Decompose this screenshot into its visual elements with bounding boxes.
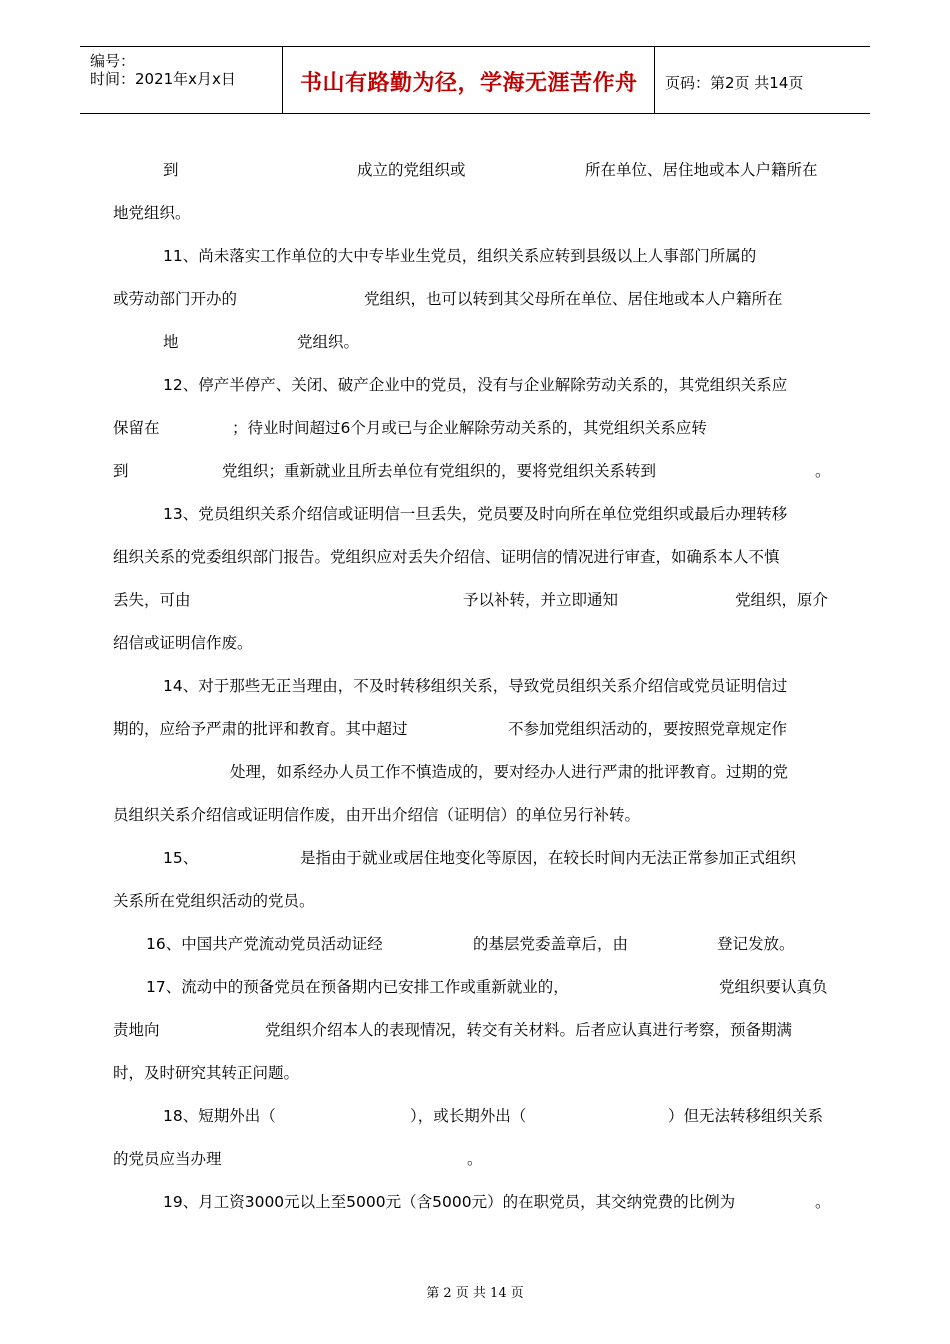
body-text: ；待业时间超过6个月或已与企业解除劳动关系的，其党组织关系应转 <box>232 419 707 437</box>
header-page: 页码：第2页 共14页 <box>665 74 804 92</box>
body-text: 14、对于那些无正当理由，不及时转移组织关系，导致党员组织关系介绍信或党员证明信过 <box>163 677 788 695</box>
page-footer: 第 2 页 共 14 页 <box>426 1286 524 1301</box>
body-text: 党组织。 <box>297 333 360 351</box>
body-text: 党组织，原介 <box>735 591 829 609</box>
body-text: 到 <box>113 462 129 480</box>
body-text: 。 <box>815 462 831 480</box>
body-text: 。 <box>815 1193 831 1211</box>
body-text: 时，及时研究其转正问题。 <box>113 1064 300 1082</box>
body-text: 登记发放。 <box>717 935 795 953</box>
body-text: ）但无法转移组织关系 <box>668 1107 824 1125</box>
body-text: 成立的党组织或 <box>357 161 466 179</box>
header-top-rule <box>80 46 870 47</box>
body-text: 员组织关系介绍信或证明信作废，由开出介绍信（证明信）的单位另行补转。 <box>113 806 641 824</box>
body-text: 予以补转，并立即通知 <box>463 591 619 609</box>
body-text: 处理，如系经办人员工作不慎造成的，要对经办人进行严肃的批评教育。过期的党 <box>230 763 789 781</box>
body-text: 17、流动中的预备党员在预备期内已安排工作或重新就业的， <box>146 978 569 996</box>
body-text: 关系所在党组织活动的党员。 <box>113 892 315 910</box>
body-text: 丢失，可由 <box>113 591 191 609</box>
body-text: 绍信或证明信作废。 <box>113 634 253 652</box>
body-text: 党组织，也可以转到其父母所在单位、居住地或本人户籍所在 <box>364 290 783 308</box>
body-text: 期的，应给予严肃的批评和教育。其中超过 <box>113 720 408 738</box>
header-motto: 书山有路勤为径，学海无涯苦作舟 <box>300 71 638 96</box>
header-time: 时间：2021年x月x日 <box>90 70 236 88</box>
body-text: 地党组织。 <box>113 204 191 222</box>
body-text: ），或长期外出（ <box>410 1107 527 1125</box>
body-text: 12、停产半停产、关闭、破产企业中的党员，没有与企业解除劳动关系的，其党组织关系应 <box>163 376 788 394</box>
body-text: 到 <box>163 161 179 179</box>
body-text: 地 <box>163 333 179 351</box>
body-text: 或劳动部门开办的 <box>113 290 238 308</box>
body-text: 所在单位、居住地或本人户籍所在 <box>585 161 818 179</box>
body-text: 18、短期外出（ <box>163 1107 276 1125</box>
body-text: 责地向 <box>113 1021 160 1039</box>
body-text: 的基层党委盖章后，由 <box>473 935 629 953</box>
body-text: 的党员应当办理 <box>113 1150 222 1168</box>
body-text: 不参加党组织活动的，要按照党章规定作 <box>508 720 788 738</box>
body-text: 党组织要认真负 <box>719 978 828 996</box>
body-text: 11、尚未落实工作单位的大中专毕业生党员，组织关系应转到县级以上人事部门所属的 <box>163 247 757 265</box>
body-text: 保留在 <box>113 419 160 437</box>
body-text: 党组织介绍本人的表现情况，转交有关材料。后者应认真进行考察，预备期满 <box>265 1021 793 1039</box>
header-bottom-rule <box>80 113 870 114</box>
body-text: 组织关系的党委组织部门报告。党组织应对丢失介绍信、证明信的情况进行审查，如确系本人不慎 <box>113 548 780 566</box>
header-divider-left <box>282 46 283 114</box>
body-text: 19、月工资3000元以上至5000元（含5000元）的在职党员，其交纳党费的比例为 <box>163 1193 736 1211</box>
body-text: 16、中国共产党流动党员活动证经 <box>146 935 383 953</box>
body-text: 。 <box>467 1150 483 1168</box>
body-text: 党组织；重新就业且所去单位有党组织的，要将党组织关系转到 <box>222 462 657 480</box>
header-divider-right <box>654 46 655 114</box>
body-text: 是指由于就业或居住地变化等原因，在较长时间内无法正常参加正式组织 <box>300 849 797 867</box>
body-text: 13、党员组织关系介绍信或证明信一旦丢失，党员要及时向所在单位党组织或最后办理转移 <box>163 505 788 523</box>
body-text: 15、 <box>163 849 199 867</box>
header-number: 编号： <box>90 52 136 70</box>
